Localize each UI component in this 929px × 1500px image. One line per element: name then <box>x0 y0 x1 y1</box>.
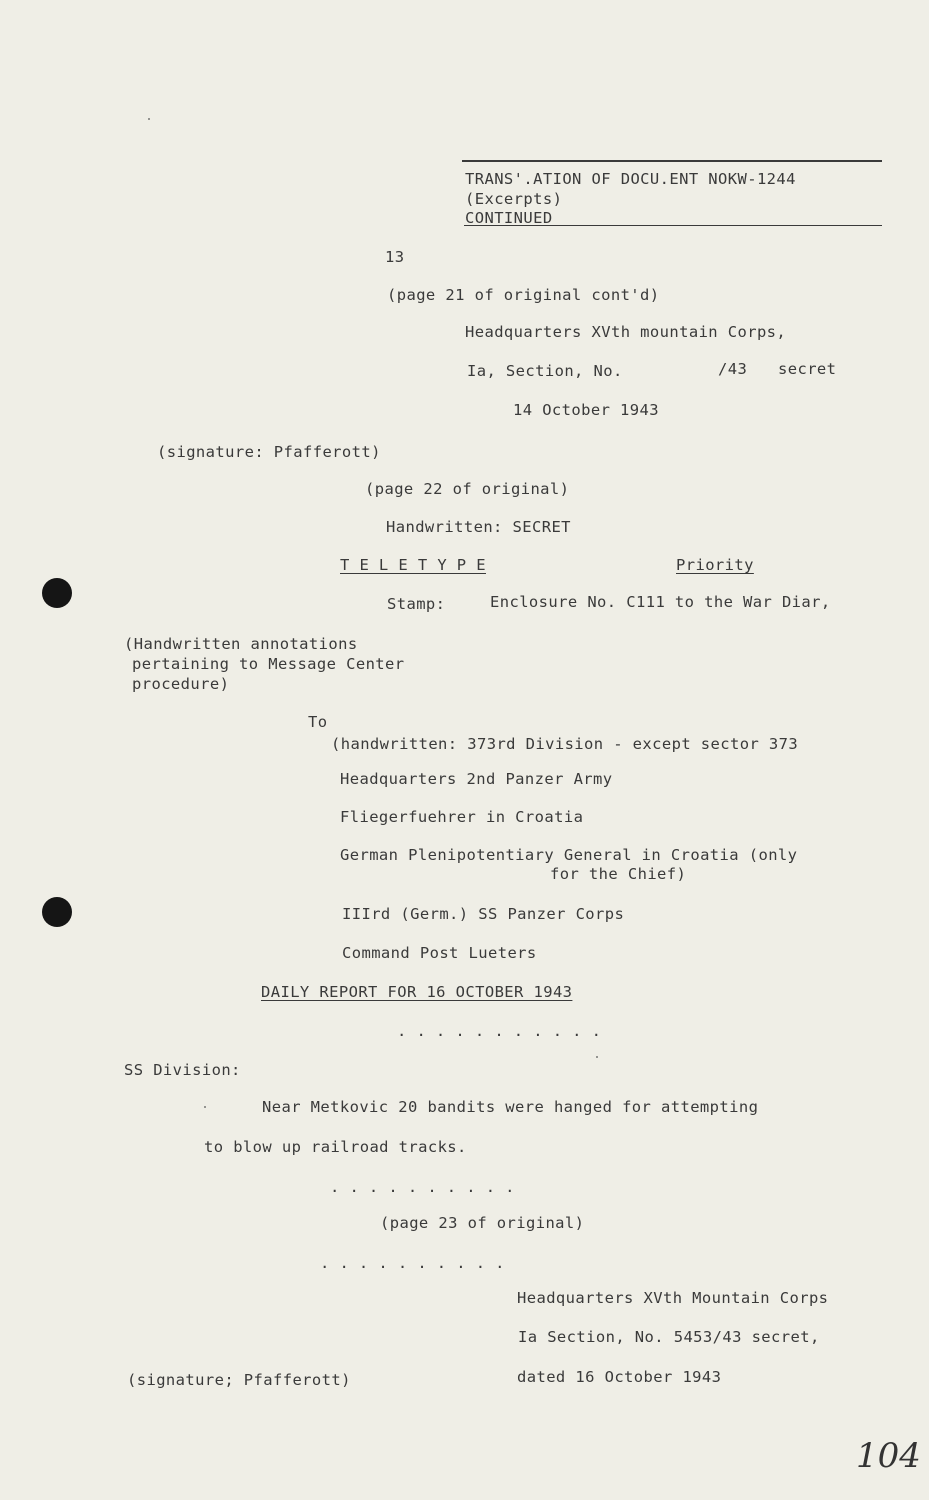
date-line-2: dated 16 October 1943 <box>517 1368 722 1386</box>
report-line-1: Near Metkovic 20 bandits were hanged for attempting <box>262 1098 759 1116</box>
recipient-2: Fliegerfuehrer in Croatia <box>340 808 584 826</box>
signature-1: (signature: Pfafferott) <box>157 443 381 461</box>
paper-speck <box>148 118 150 120</box>
hq-line-2: Headquarters XVth Mountain Corps <box>517 1289 829 1307</box>
annotation-line-3: procedure) <box>132 675 230 693</box>
daily-report-heading: DAILY REPORT FOR 16 OCTOBER 1943 <box>261 983 573 1001</box>
section-line-2: Ia Section, No. 5453/43 secret, <box>518 1328 820 1346</box>
section-secret-1: secret <box>778 360 837 378</box>
punch-hole-bottom <box>42 897 72 927</box>
paper-speck <box>596 1056 598 1058</box>
header-title: TRANS'.ATION OF DOCU.ENT NOKW-1244 <box>465 170 796 188</box>
ellipsis-3: . . . . . . . . . . <box>320 1254 505 1272</box>
annotation-line-1: (Handwritten annotations <box>124 635 358 653</box>
page-22-note: (page 22 of original) <box>365 480 570 498</box>
recipient-3a: German Plenipotentiary General in Croatia (only <box>340 846 798 864</box>
section-ref-1: /43 <box>718 360 748 378</box>
annotation-line-2: pertaining to Message Center <box>132 655 405 673</box>
signature-2: (signature; Pfafferott) <box>127 1371 351 1389</box>
report-line-2: to blow up railroad tracks. <box>204 1138 467 1156</box>
ellipsis-2: . . . . . . . . . . <box>330 1178 515 1196</box>
page-number: 13 <box>385 248 405 266</box>
handwritten-secret: Handwritten: SECRET <box>386 518 571 536</box>
ss-division-label: SS Division: <box>124 1061 241 1079</box>
paper-speck <box>204 1106 206 1108</box>
date-line-1: 14 October 1943 <box>513 401 659 419</box>
header-top-rule <box>462 160 882 162</box>
hq-line-1: Headquarters XVth mountain Corps, <box>465 323 787 341</box>
header-continued: CONTINUED <box>465 209 553 227</box>
recipient-1: Headquarters 2nd Panzer Army <box>340 770 613 788</box>
to-label: To <box>308 713 328 731</box>
header-bottom-rule <box>464 225 882 226</box>
page-23-note: (page 23 of original) <box>380 1214 585 1232</box>
to-handwritten: (handwritten: 373rd Division - except sector 373 <box>331 735 799 753</box>
recipient-5: Command Post Lueters <box>342 944 537 962</box>
stamp-label: Stamp: <box>387 595 446 613</box>
section-line-1: Ia, Section, No. <box>467 362 623 380</box>
recipient-4: IIIrd (Germ.) SS Panzer Corps <box>342 905 625 923</box>
priority-label: Priority <box>676 556 754 574</box>
handwritten-page-number: 104 <box>856 1436 921 1476</box>
punch-hole-top <box>42 578 72 608</box>
teletype-heading: T E L E T Y P E <box>340 556 486 574</box>
recipient-3b: for the Chief) <box>550 865 687 883</box>
header-excerpts: (Excerpts) <box>465 190 563 208</box>
page-21-note: (page 21 of original cont'd) <box>387 286 660 304</box>
ellipsis-1: . . . . . . . . . . . <box>397 1022 602 1040</box>
stamp-text: Enclosure No. C111 to the War Diar, <box>490 593 831 611</box>
